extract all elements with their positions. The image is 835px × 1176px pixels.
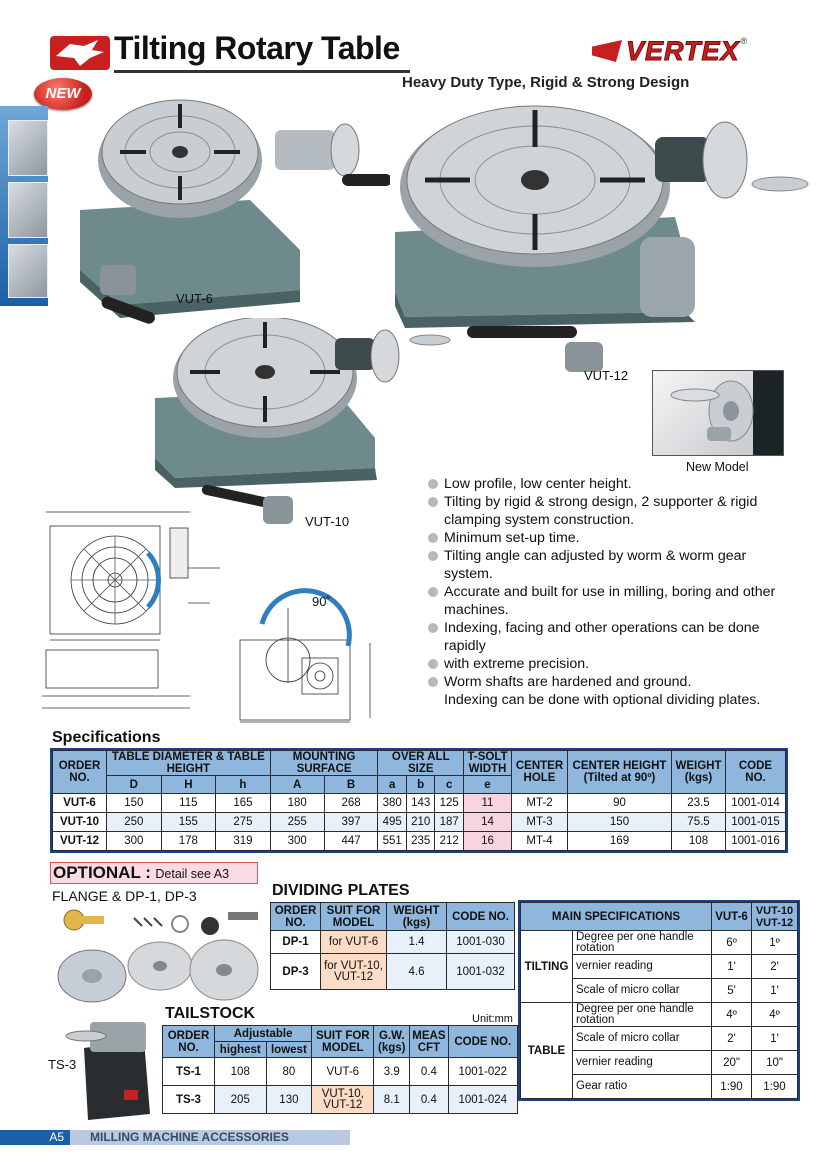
order-cell: VUT-12: [53, 832, 107, 851]
cell: 5': [712, 979, 752, 1003]
cell: for VUT-6: [321, 931, 387, 954]
cell: 150: [568, 813, 672, 832]
cell: Degree per one handle rotation: [573, 1003, 712, 1027]
order-cell: VUT-10: [53, 813, 107, 832]
col-header: Adjustable: [215, 1026, 312, 1042]
brand-logo: [592, 36, 747, 66]
main-specifications-table: [520, 902, 798, 1099]
cell: 0.4: [410, 1058, 448, 1086]
col-header: G.W. (kgs): [374, 1026, 410, 1058]
col-header: ORDER NO.: [163, 1026, 215, 1058]
cell: 180: [270, 794, 324, 813]
bullet-icon: [428, 551, 438, 561]
cell: 300: [270, 832, 324, 851]
vut12-label: VUT-12: [584, 368, 629, 383]
cell: MT-3: [512, 813, 568, 832]
cell: 14: [464, 813, 512, 832]
side-thumbnail: [8, 244, 48, 298]
bullet-icon: [428, 497, 438, 507]
cell: Scale of micro collar: [573, 1027, 712, 1051]
cell: 1001-016: [726, 832, 786, 851]
cell: 1001-015: [726, 813, 786, 832]
col-header: CODE NO.: [448, 1026, 517, 1058]
sub-header: c: [435, 776, 464, 794]
cell: VUT-10, VUT-12: [312, 1086, 374, 1114]
table-row: [53, 813, 786, 832]
col-header: WEIGHT (kgs): [387, 903, 447, 931]
cell: 268: [324, 794, 378, 813]
table-row: [163, 1086, 518, 1114]
cell: 165: [216, 794, 271, 813]
side-thumbnail: [8, 120, 48, 176]
group-cell: TILTING: [521, 931, 573, 1003]
bullet-icon: [428, 533, 438, 543]
col-header: T-SOLT WIDTH: [464, 751, 512, 776]
flange-label: FLANGE & DP-1, DP-3: [52, 888, 197, 904]
sub-header: a: [378, 776, 406, 794]
cell: 1001-022: [448, 1058, 517, 1086]
tailstock-image: [64, 1018, 160, 1122]
bullet-icon: [428, 623, 438, 633]
order-cell: DP-1: [271, 931, 321, 954]
eagle-logo-icon: [50, 36, 110, 70]
brand-mark-icon: [592, 40, 622, 62]
cell: 2': [712, 1027, 752, 1051]
optional-detail: Detail see A3: [155, 867, 230, 881]
sub-header: lowest: [266, 1042, 312, 1058]
cell: 4º: [752, 1003, 798, 1027]
new-badge: NEW: [34, 78, 92, 110]
cell: 1:90: [712, 1075, 752, 1099]
bullet-icon: [428, 659, 438, 669]
bullet-icon: [428, 677, 438, 687]
bullet-icon: [428, 479, 438, 489]
cell: 1001-032: [447, 954, 515, 990]
cell: vernier reading: [573, 1051, 712, 1075]
group-cell: TABLE: [521, 1003, 573, 1099]
col-header: ORDER NO.: [53, 751, 107, 794]
cell: 108: [672, 832, 726, 851]
cell: 16: [464, 832, 512, 851]
vut6-label: VUT-6: [176, 291, 213, 306]
col-header: CODE NO.: [726, 751, 786, 794]
cell: 1001-030: [447, 931, 515, 954]
cell: Scale of micro collar: [573, 979, 712, 1003]
feature-item: with extreme precision.: [428, 655, 788, 673]
cell: 2': [752, 955, 798, 979]
cell: 1': [752, 1027, 798, 1051]
table-row: [53, 794, 786, 813]
col-header: ORDER NO.: [271, 903, 321, 931]
cell: 8.1: [374, 1086, 410, 1114]
cell: 143: [406, 794, 434, 813]
cell: 1.4: [387, 931, 447, 954]
col-header: OVER ALL SIZE: [378, 751, 464, 776]
flange-dividing-plates-image: [52, 902, 267, 1012]
cell: 1': [752, 979, 798, 1003]
col-header: CENTER HEIGHT (Tilted at 90º): [568, 751, 672, 794]
cell: 1:90: [752, 1075, 798, 1099]
cell: 300: [107, 832, 162, 851]
sub-header: highest: [215, 1042, 267, 1058]
feature-item: Worm shafts are hardened and ground.: [428, 673, 788, 691]
order-cell: TS-3: [163, 1086, 215, 1114]
brand-name: VERTEX: [626, 35, 740, 66]
optional-label: OPTIONAL :: [53, 863, 151, 882]
tailstock-heading: TAILSTOCK: [165, 1005, 256, 1022]
feature-item: Indexing can be done with optional dividing plates.: [444, 692, 761, 708]
table-row: [521, 931, 798, 955]
cell: 3.9: [374, 1058, 410, 1086]
col-header: SUIT FOR MODEL: [321, 903, 387, 931]
footer-section-title: MILLING MACHINE ACCESSORIES: [70, 1130, 350, 1145]
cell: 210: [406, 813, 434, 832]
feature-item: Tilting angle can adjusted by worm & worm gear system.: [428, 547, 788, 583]
cell: 255: [270, 813, 324, 832]
cell: 80: [266, 1058, 312, 1086]
dividing-plates-heading: DIVIDING PLATES: [272, 882, 410, 899]
cell: 319: [216, 832, 271, 851]
cell: 4º: [712, 1003, 752, 1027]
feature-item: Minimum set-up time.: [428, 529, 788, 547]
cell: 397: [324, 813, 378, 832]
col-header: WEIGHT (kgs): [672, 751, 726, 794]
cell: 115: [161, 794, 216, 813]
cell: 108: [215, 1058, 267, 1086]
registered-mark: ®: [740, 36, 748, 46]
col-header: MOUNTING SURFACE: [270, 751, 378, 776]
cell: 495: [378, 813, 406, 832]
cell: Degree per one handle rotation: [573, 931, 712, 955]
optional-banner: [50, 862, 258, 884]
unit-label: Unit:mm: [472, 1013, 513, 1025]
col-header: SUIT FOR MODEL: [312, 1026, 374, 1058]
specifications-heading: Specifications: [52, 729, 161, 746]
cell: 1001-014: [726, 794, 786, 813]
cell: 275: [216, 813, 271, 832]
table-row: [271, 954, 515, 990]
new-model-label: New Model: [686, 460, 749, 474]
table-row: [271, 931, 515, 954]
cell: 11: [464, 794, 512, 813]
specifications-table: [52, 750, 786, 851]
tailstock-table: [162, 1025, 518, 1114]
cell: 205: [215, 1086, 267, 1114]
cell: 380: [378, 794, 406, 813]
cell: 4.6: [387, 954, 447, 990]
sub-header: b: [406, 776, 434, 794]
cell: 75.5: [672, 813, 726, 832]
table-row: [163, 1058, 518, 1086]
cell: 169: [568, 832, 672, 851]
cell: VUT-6: [312, 1058, 374, 1086]
cell: MT-2: [512, 794, 568, 813]
cell: 1': [712, 955, 752, 979]
order-cell: DP-3: [271, 954, 321, 990]
sub-header: h: [216, 776, 271, 794]
feature-item: Indexing, facing and other operations can be done rapidly: [428, 619, 788, 655]
cell: 212: [435, 832, 464, 851]
col-header: VUT-10 VUT-12: [752, 903, 798, 931]
cell: 150: [107, 794, 162, 813]
vut10-label: VUT-10: [305, 514, 350, 529]
cell: 6º: [712, 931, 752, 955]
feature-list: [428, 475, 788, 709]
cell: 155: [161, 813, 216, 832]
cell: 447: [324, 832, 378, 851]
cell: 90: [568, 794, 672, 813]
cell: for VUT-10, VUT-12: [321, 954, 387, 990]
cell: 20": [712, 1051, 752, 1075]
cell: 1º: [752, 931, 798, 955]
cell: 250: [107, 813, 162, 832]
dividing-plates-table: [270, 902, 515, 990]
cell: 130: [266, 1086, 312, 1114]
cell: 1001-024: [448, 1086, 517, 1114]
feature-item: Low profile, low center height.: [428, 475, 788, 493]
sub-header: e: [464, 776, 512, 794]
col-header: VUT-6: [712, 903, 752, 931]
page-number: A5: [0, 1130, 70, 1145]
order-cell: TS-1: [163, 1058, 215, 1086]
col-header: MAIN SPECIFICATIONS: [521, 903, 712, 931]
sub-header: D: [107, 776, 162, 794]
bullet-icon: [428, 587, 438, 597]
page-title: Tilting Rotary Table: [114, 30, 400, 66]
sub-header: A: [270, 776, 324, 794]
side-thumbnail: [8, 182, 48, 238]
table-row: [521, 1003, 798, 1027]
tailstock-image-label: TS-3: [48, 1057, 77, 1072]
table-row: [53, 832, 786, 851]
col-header: TABLE DIAMETER & TABLE HEIGHT: [107, 751, 271, 776]
col-header: MEAS CFT: [410, 1026, 448, 1058]
cell: 178: [161, 832, 216, 851]
cell: 10": [752, 1051, 798, 1075]
cell: vernier reading: [573, 955, 712, 979]
cell: 551: [378, 832, 406, 851]
tilt-angle-label: 90˚: [312, 594, 331, 609]
col-header: CODE NO.: [447, 903, 515, 931]
cell: 187: [435, 813, 464, 832]
sub-header: B: [324, 776, 378, 794]
order-cell: VUT-6: [53, 794, 107, 813]
cell: 23.5: [672, 794, 726, 813]
new-model-inset-image: [652, 370, 784, 456]
cell: 0.4: [410, 1086, 448, 1114]
cell: MT-4: [512, 832, 568, 851]
dimension-drawing: [40, 508, 385, 726]
cell: 235: [406, 832, 434, 851]
feature-item: Tilting by rigid & strong design, 2 supporter & rigid clamping system construction.: [428, 493, 788, 529]
title-underline: [114, 70, 410, 73]
page-subtitle: Heavy Duty Type, Rigid & Strong Design: [402, 74, 690, 91]
vut6-product-image: [60, 90, 390, 340]
col-header: CENTER HOLE: [512, 751, 568, 794]
cell: 125: [435, 794, 464, 813]
feature-item: Accurate and built for use in milling, boring and other machines.: [428, 583, 788, 619]
sub-header: H: [161, 776, 216, 794]
cell: Gear ratio: [573, 1075, 712, 1099]
side-thumbnail-strip: [0, 106, 48, 306]
